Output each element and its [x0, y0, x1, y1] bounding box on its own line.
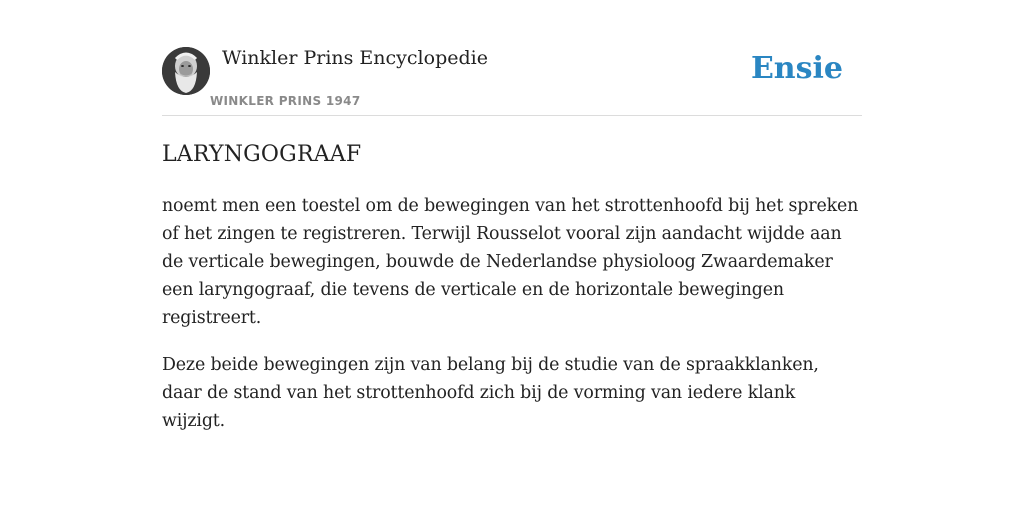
site-header	[162, 0, 862, 116]
article-headword: LARYNGOGRAAF	[162, 142, 362, 167]
article-body	[162, 140, 862, 435]
author-avatar[interactable]	[162, 47, 210, 95]
article-paragraph: Deze beide bewegingen zijn van belang bij de studie van de spraakklanken, daar de stand van het strottenhoofd zich bij de vorming van iedere klank wijzigt.	[162, 355, 819, 431]
edition-label[interactable]: WINKLER PRINS 1947	[210, 94, 361, 108]
bearded-man-portrait-icon	[162, 47, 210, 95]
site-title[interactable]: Winkler Prins Encyclopedie	[222, 47, 488, 69]
article-paragraph: noemt men een toestel om de bewegingen van het strottenhoofd bij het spreken of het zingen te registreren. Terwijl Rousselot vooral zijn aandacht wijdde aan de verticale bewegingen, bouwde de Nederlandse physioloog Zwaardemaker een laryngograaf, die tevens de verticale en de horizontale bewegingen registreert.	[162, 196, 859, 328]
ensie-logo[interactable]: Ensie	[750, 51, 843, 86]
